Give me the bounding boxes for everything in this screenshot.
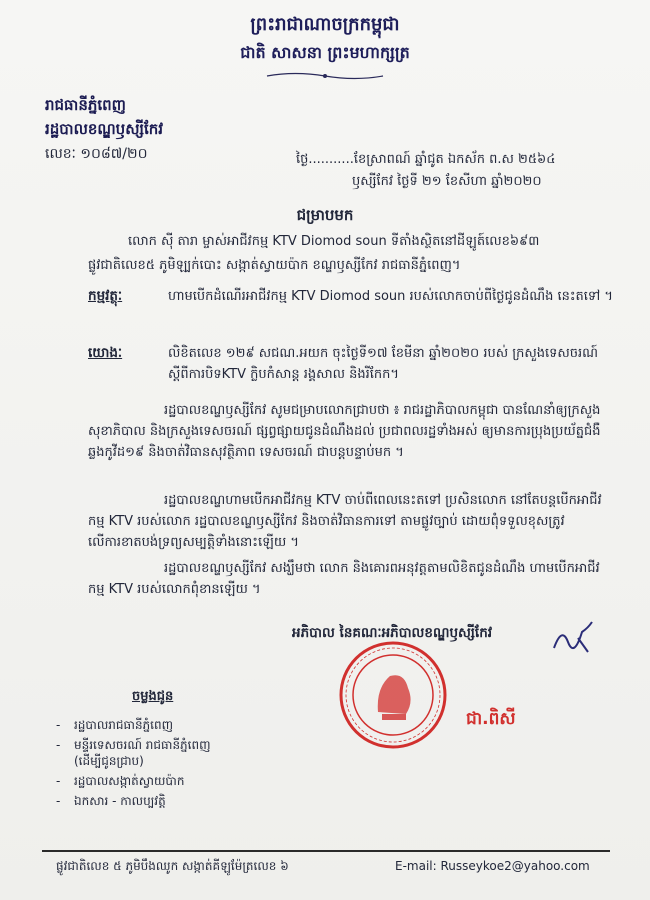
- official-stamp: [338, 640, 448, 754]
- motto-ornament: [265, 66, 385, 76]
- letter-number: លេខៈ ១០៨៧/២០: [45, 146, 148, 162]
- footer-email: E-mail: Russeykoe2@yahoo.com: [395, 859, 590, 873]
- cc-item: - រដ្ឋបាលរាជធានីភ្នំពេញ: [56, 718, 174, 732]
- national-motto: ជាតិ សាសនា ព្រះមហាក្សត្រ: [240, 43, 410, 62]
- cc-item: - រដ្ឋបាលសង្កាត់ស្វាយប៉ាក: [56, 774, 185, 788]
- signer-name: ជា.ពិសី: [466, 709, 516, 729]
- reference-label: យោងៈ: [88, 345, 123, 361]
- cc-item: - ឯកសារ - កាលប្បវត្តិ: [56, 794, 166, 808]
- recipient-line-2: ផ្លូវជាតិលេខ៥ ភូមិឡ្បក់បោះ សង្កាត់ស្វាយប៉ាក ខណ្ឌឫស្សីកែវ រាជធានីភ្នំពេញ។: [88, 258, 461, 273]
- issuer-province: រាជធានីភ្នំពេញ: [45, 96, 126, 114]
- lunar-date: ថ្ងៃ...........ខែស្រាពណ៍ ឆ្នាំជូត ឯកស័ក ព.ស ២៥៦៤: [296, 152, 556, 167]
- body-paragraph-3: រដ្ឋបាលខណ្ឌឫស្សីកែវ សង្ឃឹមថា លោក និងគោរពអនុវត្តតាមលិខិតជូនដំណឹង ហាមបើកអាជីវកម្ម KTV របស់លោកពុំខានឡើយ ។: [88, 561, 600, 597]
- cc-title: ចម្លងជូន: [132, 689, 174, 704]
- cc-item-note: (ដើម្បីជូនជ្រាប): [74, 754, 144, 768]
- reference-text: លិខិតលេខ ១២៩ សជណ.អយក ចុះថ្ងៃទី១៧ ខែមីនា ឆ្នាំ២០២០ របស់ ក្រសួងទេសចរណ៍ ស្តីពីការបិទKTV ក្លិបកំសាន្ត រង្គសាល និងរីកែក។: [168, 346, 599, 382]
- cc-item: - មន្ទីរទេសចរណ៍ រាជធានីភ្នំពេញ: [56, 738, 211, 752]
- solar-date: ឫស្សីកែវ ថ្ងៃទី ២១ ខែសីហា ឆ្នាំ២០២០: [352, 174, 542, 189]
- issuer-office: រដ្ឋបាលខណ្ឌឫស្សីកែវ: [45, 120, 163, 138]
- subject-label: កម្មវត្ថុៈ: [88, 288, 123, 304]
- handwritten-signature: [548, 618, 598, 662]
- signature-role: អភិបាល នៃគណៈអភិបាលខណ្ឌឫស្សីកែវ: [292, 625, 493, 641]
- footer-address: ផ្លូវជាតិលេខ ៥ ភូមិបឹងឈូក សង្កាត់គីឡូម៉ែត្រលេខ ៦: [56, 859, 289, 873]
- kingdom-title: ព្រះរាជាណាចក្រកម្ពុជា: [250, 14, 400, 35]
- recipient-line-1: លោក ស៊ី តារា ម្ចាស់អាជីវកម្ម KTV Diomod soun ទីតាំងស្ថិតនៅដីឡូត៍លេខ៦៩៣: [128, 234, 540, 249]
- body-paragraph-1: រដ្ឋបាលខណ្ឌឫស្សីកែវ សូមជម្រាបលោកជ្រាបថា ៖ រាជរដ្ឋាភិបាលកម្ពុជា បានណែនាំឲ្យក្រសួងសុខាភិបាល និងក្រសួងទេសចរណ៍ ផ្សព្វផ្សាយជូនដំណឹងដល់ ប្រជាពលរដ្ឋទាំងអស់ ឲ្យមានការប្រុងប្រយ័ត្នជំងឺឆ្លងកូវីដ១៩ និងចាត់វិធានសុវត្ថិភាព ទេសចរណ៍ ជាបន្តបន្ទាប់មក ។: [88, 403, 601, 460]
- letter-title: ជម្រាបមក: [296, 206, 354, 224]
- body-paragraph-2: រដ្ឋបាលខណ្ឌហាមបើកអាជីវកម្ម KTV ចាប់ពីពេលនេះតទៅ ប្រសិនលោក នៅតែបន្តបើកអាជីវកម្ម KTV របស់លោក រដ្ឋបាលខណ្ឌឫស្សីកែវ និងចាត់វិធានការទៅ តាមផ្លូវច្បាប់ ដោយពុំទទួលខុសត្រូវលើការខាតបង់ទ្រព្យសម្បត្តិទាំងនោះឡើយ ។: [88, 493, 602, 550]
- footer-divider: [42, 850, 610, 852]
- subject-text: ហាមបើកដំណើរអាជីវកម្ម KTV Diomod soun របស់លោកចាប់ពីថ្ងៃជូនដំណឹង នេះតទៅ ។: [168, 289, 614, 304]
